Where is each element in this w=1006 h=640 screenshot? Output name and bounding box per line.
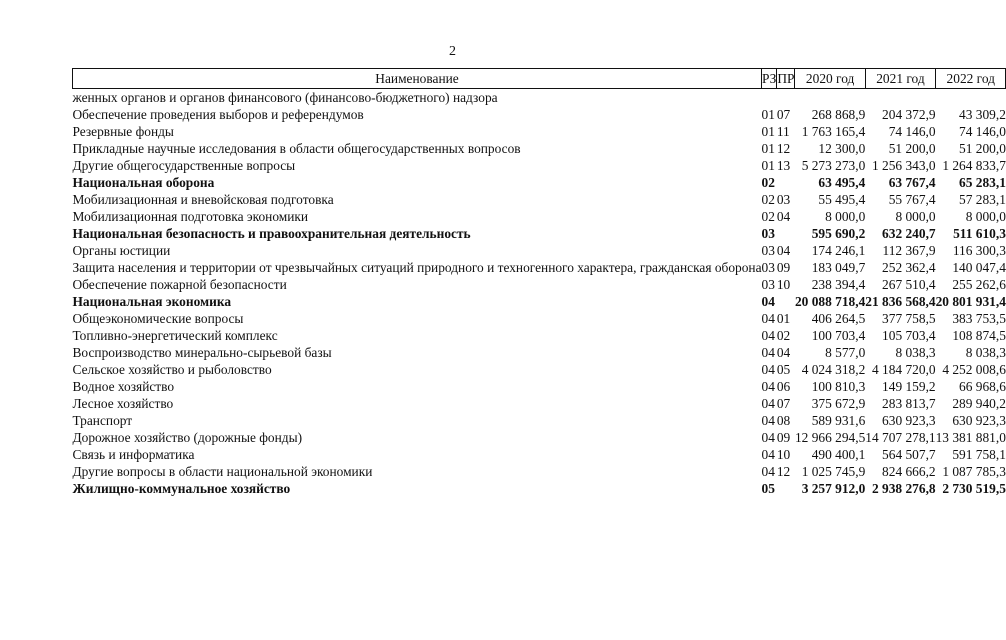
table-row [73,327,1006,344]
row-name: Национальная оборона [72,175,215,190]
row-value-2022: 1 087 785,3 [942,464,1006,479]
row-value-2020: 8 577,0 [825,345,866,360]
row-name: Другие вопросы в области национальной экономики [72,464,373,479]
row-name: Мобилизационная и вневойсковая подготовка [72,192,334,207]
row-value-2020: 268 868,9 [811,107,866,122]
row-name: Национальная безопасность и правоохранительная деятельность [72,226,471,241]
row-rz: 01 [761,158,775,173]
row-name: Лесное хозяйство [72,396,174,411]
header-2021: 2021 год [865,69,935,89]
row-pr [777,174,795,191]
table-row [73,293,1006,310]
row-value-2020: 100 810,3 [811,379,866,394]
row-value-2020: 589 931,6 [811,413,866,428]
row-value-2020: 12 300,0 [818,141,866,156]
row-pr: 11 [776,124,790,139]
row-rz: 03 [761,277,775,292]
row-value-2020: 375 672,9 [811,396,866,411]
row-value-2022: 20 801 931,4 [935,294,1006,309]
row-value-2020: 3 257 912,0 [801,481,866,496]
row-value-2022: 289 940,2 [952,396,1006,411]
row-value-2021: 8 038,3 [895,345,936,360]
row-value-2020: 1 763 165,4 [801,124,866,139]
row-value-2022: 255 262,6 [952,277,1006,292]
row-rz: 04 [761,464,775,479]
row-name: Обеспечение проведения выборов и референдумов [72,107,364,122]
row-value-2020: 63 495,4 [818,175,866,190]
table-row [73,446,1006,463]
row-value-2020: 8 000,0 [825,209,866,224]
row-value-2022 [936,89,1006,107]
row-value-2021: 283 813,7 [882,396,936,411]
row-value-2021: 105 703,4 [882,328,936,343]
row-value-2022: 140 047,4 [952,260,1006,275]
table-row [73,378,1006,395]
row-value-2020: 20 088 718,4 [794,294,866,309]
row-value-2020: 174 246,1 [811,243,866,258]
row-value-2021: 252 362,4 [882,260,936,275]
row-pr: 03 [776,192,791,207]
row-value-2021: 2 938 276,8 [872,481,936,496]
row-rz: 02 [761,209,775,224]
row-pr: 04 [776,243,791,258]
row-pr: 04 [776,345,791,360]
row-value-2020: 1 025 745,9 [801,464,866,479]
row-rz: 04 [761,311,775,326]
table-row [73,208,1006,225]
row-value-2022: 13 381 881,0 [935,430,1006,445]
row-name: женных органов и органов финансового (финансово-бюджетного) надзора [72,90,498,105]
table-row [73,225,1006,242]
row-value-2021 [865,89,935,107]
table-row [73,480,1006,497]
row-rz: 02 [761,175,775,190]
row-value-2020: 595 690,2 [811,226,866,241]
row-name: Обеспечение пожарной безопасности [72,277,287,292]
row-value-2020: 238 394,4 [811,277,866,292]
row-pr: 10 [776,447,791,462]
page-number: 2 [449,44,456,59]
row-value-2022: 108 874,5 [952,328,1006,343]
row-value-2022: 8 038,3 [965,345,1006,360]
row-name: Водное хозяйство [72,379,175,394]
row-name: Топливно-энергетический комплекс [72,328,278,343]
row-rz: 04 [761,328,775,343]
row-value-2020: 4 024 318,2 [801,362,866,377]
row-value-2021: 204 372,9 [882,107,936,122]
header-2020: 2020 год [795,69,865,89]
row-value-2022: 630 923,3 [952,413,1006,428]
row-rz: 02 [761,192,775,207]
row-value-2022: 8 000,0 [965,209,1006,224]
row-value-2020: 490 400,1 [811,447,866,462]
row-value-2020: 100 703,4 [811,328,866,343]
row-name: Воспроизводство минерально-сырьевой базы [72,345,332,360]
row-pr: 12 [776,141,791,156]
row-name: Дорожное хозяйство (дорожные фонды) [72,430,303,445]
row-value-2022: 57 283,1 [959,192,1006,207]
row-name: Общеэкономические вопросы [72,311,244,326]
row-value-2022: 116 300,3 [952,243,1006,258]
row-rz: 04 [761,413,775,428]
row-name: Органы юстиции [72,243,171,258]
table-row [73,276,1006,293]
row-value-2022: 383 753,5 [952,311,1006,326]
row-value-2022: 591 758,1 [952,447,1006,462]
row-pr: 02 [776,328,791,343]
row-name: Резервные фонды [72,124,174,139]
table-row [73,123,1006,140]
table-row [73,463,1006,480]
header-name: Наименование [73,69,762,89]
row-value-2020 [795,89,865,107]
row-value-2021: 149 159,2 [882,379,936,394]
row-rz: 01 [761,107,775,122]
row-value-2021: 377 758,5 [882,311,936,326]
row-name: Мобилизационная подготовка экономики [72,209,309,224]
row-value-2020: 12 966 294,5 [794,430,866,445]
row-rz: 04 [761,396,775,411]
row-value-2022: 511 610,3 [953,226,1006,241]
row-value-2022: 1 264 833,7 [942,158,1006,173]
row-value-2022: 66 968,6 [959,379,1006,394]
row-pr [777,480,795,497]
row-rz: 04 [761,362,775,377]
row-value-2020: 183 049,7 [811,260,866,275]
table-row [73,242,1006,259]
row-rz: 03 [761,226,775,241]
table-row [73,106,1006,123]
row-value-2021: 51 200,0 [888,141,936,156]
row-value-2020: 406 264,5 [811,311,866,326]
table-row [73,259,1006,276]
row-value-2021: 1 256 343,0 [872,158,936,173]
table-row [73,140,1006,157]
row-value-2021: 21 836 568,4 [865,294,936,309]
budget-table [72,68,1006,497]
header-2022: 2022 год [936,69,1006,89]
row-rz: 04 [761,294,775,309]
table-row [73,395,1006,412]
row-value-2021: 55 767,4 [888,192,936,207]
row-value-2021: 112 367,9 [882,243,936,258]
row-value-2022: 74 146,0 [959,124,1006,139]
row-value-2021: 824 666,2 [882,464,936,479]
row-rz: 04 [761,430,775,445]
table-row [73,412,1006,429]
row-pr: 01 [776,311,791,326]
row-value-2022: 65 283,1 [959,175,1006,190]
row-pr: 09 [776,260,791,275]
row-value-2021: 564 507,7 [882,447,936,462]
row-value-2021: 14 707 278,1 [865,430,936,445]
header-pr: ПР [777,69,795,89]
row-name: Транспорт [72,413,133,428]
row-rz: 04 [761,447,775,462]
row-value-2021: 630 923,3 [882,413,936,428]
row-value-2020: 55 495,4 [818,192,866,207]
table-header-row [73,69,1006,89]
row-name: Прикладные научные исследования в области общегосударственных вопросов [72,141,521,156]
row-value-2022: 4 252 008,6 [942,362,1006,377]
row-rz [762,89,777,107]
row-value-2022: 43 309,2 [959,107,1006,122]
row-pr: 09 [776,430,791,445]
table-row [73,361,1006,378]
row-pr [777,293,795,310]
row-value-2021: 267 510,4 [882,277,936,292]
row-name: Другие общегосударственные вопросы [72,158,296,173]
row-pr: 07 [776,396,791,411]
row-pr: 04 [776,209,791,224]
row-value-2021: 8 000,0 [895,209,936,224]
table-row [73,429,1006,446]
header-rz: РЗ [762,69,777,89]
row-pr [777,225,795,242]
row-rz: 01 [761,124,775,139]
row-rz: 04 [761,345,775,360]
row-rz: 05 [761,481,775,496]
row-name: Связь и информатика [72,447,195,462]
row-pr: 10 [776,277,791,292]
table-row [73,157,1006,174]
table-row [73,89,1006,107]
row-name: Жилищно-коммунальное хозяйство [72,481,291,496]
row-value-2021: 4 184 720,0 [872,362,936,377]
row-rz: 03 [761,260,775,275]
row-value-2020: 5 273 273,0 [801,158,866,173]
row-name: Сельское хозяйство и рыболовство [72,362,272,377]
row-rz: 04 [761,379,775,394]
row-value-2021: 63 767,4 [888,175,936,190]
row-name: Национальная экономика [72,294,232,309]
table-row [73,344,1006,361]
row-pr: 06 [776,379,791,394]
row-pr: 07 [776,107,791,122]
row-value-2022: 2 730 519,5 [942,481,1006,496]
table-row [73,310,1006,327]
row-pr [777,89,795,107]
row-pr: 08 [776,413,791,428]
row-pr: 05 [776,362,791,377]
table-row [73,174,1006,191]
row-pr: 12 [776,464,791,479]
table-row [73,191,1006,208]
row-name: Защита населения и территории от чрезвычайных ситуаций природного и техногенного характера, гражданская оборона [72,260,762,275]
row-rz: 03 [761,243,775,258]
row-pr: 13 [776,158,791,173]
row-value-2021: 74 146,0 [888,124,936,139]
row-value-2021: 632 240,7 [882,226,936,241]
row-value-2022: 51 200,0 [959,141,1006,156]
row-rz: 01 [761,141,775,156]
